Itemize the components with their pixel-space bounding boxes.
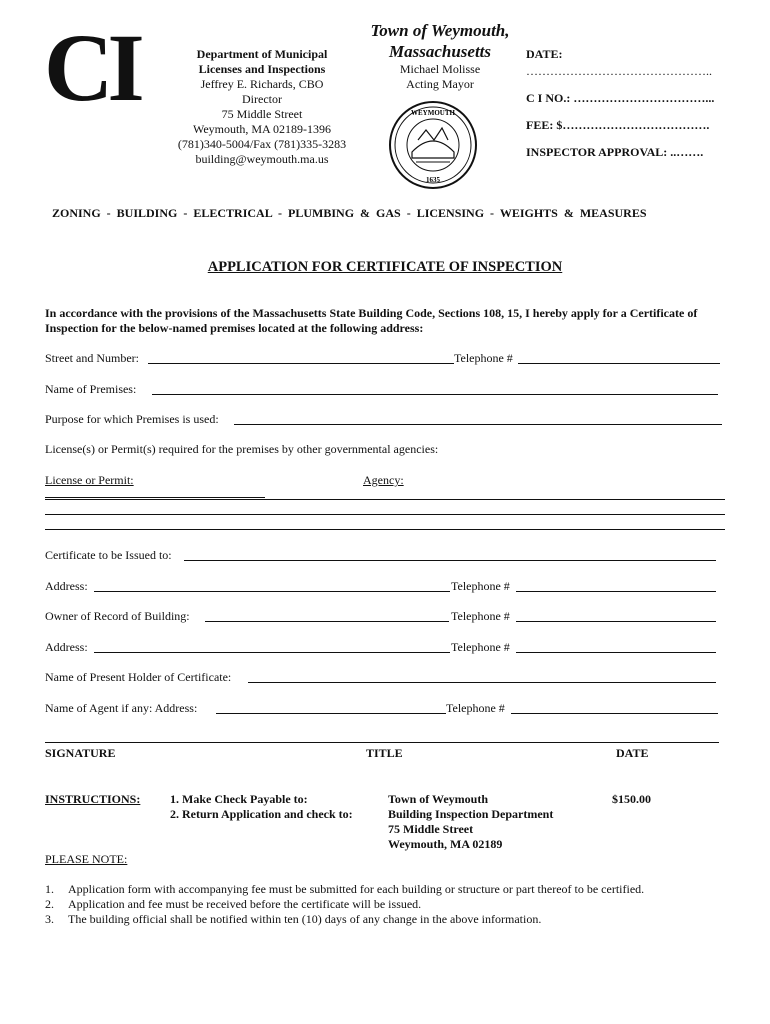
owner-address-label: Address:	[45, 640, 88, 654]
note-item: 1. Application form with accompanying fee must be submitted for each building or structure or part thereof to be certified.	[45, 882, 645, 896]
license-line-3[interactable]	[45, 529, 725, 530]
dept-email: building@weymouth.ma.us	[195, 152, 329, 166]
premises-input[interactable]	[152, 394, 718, 395]
department-list: ZONING - BUILDING - ELECTRICAL - PLUMBING & GAS - LICENSING - WEIGHTS & MEASURES	[52, 206, 647, 220]
date-label: DATE:	[526, 47, 563, 61]
town-block	[360, 20, 520, 92]
ci-logo: CI	[44, 14, 139, 121]
licenses-required-label: License(s) or Permit(s) required for the premises by other governmental agencies:	[45, 442, 439, 456]
form-title: APPLICATION FOR CERTIFICATE OF INSPECTION	[207, 259, 563, 275]
owner-input[interactable]	[205, 621, 449, 622]
town-name: Town of Weymouth,	[370, 21, 510, 40]
license-line-1[interactable]	[45, 499, 725, 500]
agent-telephone-label: Telephone #	[446, 701, 505, 715]
instruction-steps	[170, 792, 353, 822]
office-use-block	[526, 47, 736, 160]
address-telephone-input[interactable]	[516, 591, 716, 592]
note-item: 2. Application and fee must be received before the certificate will be issued.	[45, 897, 422, 911]
signature-label: SIGNATURE	[45, 746, 116, 760]
notes-list	[45, 882, 745, 927]
purpose-label: Purpose for which Premises is used:	[45, 412, 219, 426]
address-input[interactable]	[94, 591, 450, 592]
fee-amount: $150.00	[612, 792, 651, 806]
owner-label: Owner of Record of Building:	[45, 609, 190, 623]
dept-city: Weymouth, MA 02189-1396	[192, 122, 332, 136]
director-name: Jeffrey E. Richards, CBO	[200, 77, 324, 91]
owner-address-input[interactable]	[94, 652, 450, 653]
payee-address	[388, 792, 553, 852]
dept-phone: (781)340-5004/Fax (781)335-3283	[177, 137, 347, 151]
date-dots: ………………………………………..	[526, 64, 712, 78]
department-info	[176, 47, 348, 167]
purpose-input[interactable]	[234, 424, 722, 425]
note-item: 3. The building official shall be notified within ten (10) days of any change in the above information.	[45, 912, 542, 926]
ci-number: C I NO.: ……………………………...	[526, 91, 715, 105]
agent-label: Name of Agent if any: Address:	[45, 701, 198, 715]
seal-text-top: WEYMOUTH	[411, 109, 455, 117]
address-telephone-label: Telephone #	[451, 579, 510, 593]
director-title: Director	[242, 92, 282, 106]
certificate-to-label: Certificate to be Issued to:	[45, 548, 172, 562]
seal-text-bottom: 1635	[426, 176, 440, 184]
address-label: Address:	[45, 579, 88, 593]
mayor-name: Michael Molisse	[399, 62, 481, 76]
intro-paragraph: In accordance with the provisions of the Massachusetts State Building Code, Sections 108, 15, I hereby apply for a Certificate of Inspection for the below-named premises located at the following address:	[45, 306, 698, 335]
step-2: 2. Return Application and check to:	[170, 807, 353, 821]
mayor-title: Acting Mayor	[406, 77, 474, 91]
owner-address-telephone-input[interactable]	[516, 652, 716, 653]
dept-street: 75 Middle Street	[221, 107, 303, 121]
signature-line[interactable]	[45, 742, 719, 743]
payee-line-4: Weymouth, MA 02189	[388, 837, 503, 851]
license-line-2[interactable]	[45, 514, 725, 515]
present-holder-input[interactable]	[248, 682, 716, 683]
street-telephone-input[interactable]	[518, 363, 720, 364]
premises-label: Name of Premises:	[45, 382, 137, 396]
town-state: Massachusetts	[388, 42, 492, 61]
step-1: 1. Make Check Payable to:	[170, 792, 308, 806]
certificate-to-input[interactable]	[184, 560, 716, 561]
license-permit-label: License or Permit:	[45, 473, 134, 487]
telephone-label: Telephone #	[454, 351, 513, 365]
present-holder-label: Name of Present Holder of Certificate:	[45, 670, 232, 684]
inspector-approval: INSPECTOR APPROVAL: ..…….	[526, 145, 704, 159]
owner-telephone-label: Telephone #	[451, 609, 510, 623]
owner-address-telephone-label: Telephone #	[451, 640, 510, 654]
street-label: Street and Number:	[45, 351, 139, 365]
agency-label: Agency:	[363, 473, 404, 487]
fee-field: FEE: $……………………………….	[526, 118, 710, 132]
town-seal-icon	[388, 100, 478, 190]
department-name-2: Licenses and Inspections	[198, 62, 326, 76]
agent-input[interactable]	[216, 713, 446, 714]
department-name-1: Department of Municipal	[196, 47, 328, 61]
please-note-label: PLEASE NOTE:	[45, 852, 128, 866]
street-input[interactable]	[148, 363, 454, 364]
payee-line-3: 75 Middle Street	[388, 822, 474, 836]
date-field-label: DATE	[616, 746, 649, 760]
instructions-label: INSTRUCTIONS:	[45, 792, 141, 806]
title-label: TITLE	[366, 746, 403, 760]
payee-line-2: Building Inspection Department	[388, 807, 554, 821]
owner-telephone-input[interactable]	[516, 621, 716, 622]
payee-line-1: Town of Weymouth	[388, 792, 489, 806]
agent-telephone-input[interactable]	[511, 713, 718, 714]
license-input-short[interactable]	[45, 497, 265, 498]
